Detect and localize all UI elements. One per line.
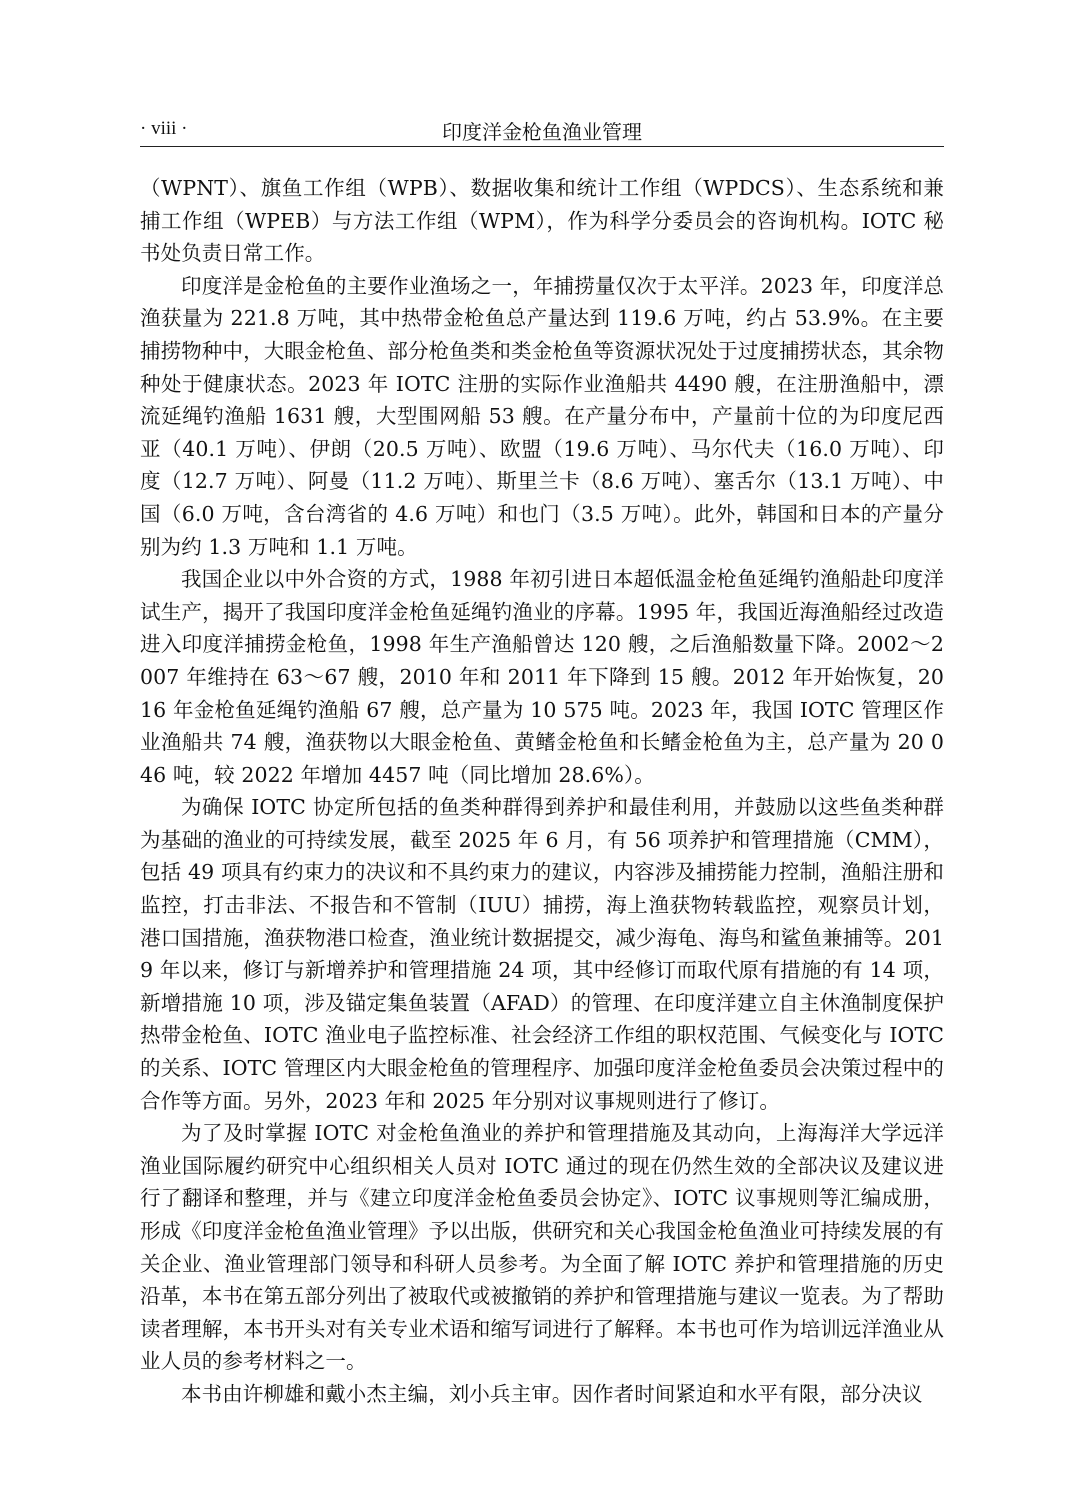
paragraph-continued-working-groups: （WPNT）、旗鱼工作组（WPB）、数据收集和统计工作组（WPDCS）、生态系统和兼捕工作组（WPEB）与方法工作组（WPM），作为科学分委员会的咨询机构。IOTC 秘书处负责日常工作。	[140, 176, 944, 266]
page-header	[140, 116, 944, 147]
paragraph-book-purpose: 为了及时掌握 IOTC 对金枪鱼渔业的养护和管理措施及其动向，上海海洋大学远洋渔业国际履约研究中心组织相关人员对 IOTC 通过的现在仍然生效的全部决议及建议进行了翻译和整理，并与《建立印度洋金枪鱼委员会协定》、IOTC 议事规则等汇编成册，形成《印度洋金枪鱼渔业管理》予以出版，供研究和关心我国金枪鱼渔业可持续发展的有关企业、渔业管理部门领导和科研人员参考。为全面了解 IOTC 养护和管理措施的历史沿革，本书在第五部分列出了被取代或被撤销的养护和管理措施与建议一览表。为了帮助读者理解，本书开头对有关专业术语和缩写词进行了解释。本书也可作为培训远洋渔业从业人员的参考材料之一。	[140, 1121, 944, 1374]
paragraph-china-fishery-history: 我国企业以中外合资的方式，1988 年初引进日本超低温金枪鱼延绳钓渔船赴印度洋试生产，揭开了我国印度洋金枪鱼延绳钓渔业的序幕。1995 年，我国近海渔船经过改造进入印度洋捕捞金枪鱼，1998 年生产渔船曾达 120 艘，之后渔船数量下降。2002～2007 年维持在 63～67 艘，2010 年和 2011 年下降到 15 艘。2012 年开始恢复，2016 年金枪鱼延绳钓渔船 67 艘，总产量为 10 575 吨。2023 年，我国 IOTC 管理区作业渔船共 74 艘，渔获物以大眼金枪鱼、黄鳍金枪鱼和长鳍金枪鱼为主，总产量为 20 046 吨，较 2022 年增加 4457 吨（同比增加 28.6%）。	[140, 567, 944, 787]
body-text	[140, 172, 944, 1411]
paragraph-conservation-measures: 为确保 IOTC 协定所包括的鱼类种群得到养护和最佳利用，并鼓励以这些鱼类种群为基础的渔业的可持续发展，截至 2025 年 6 月，有 56 项养护和管理措施（CMM），包括 49 项具有约束力的决议和不具约束力的建议，内容涉及捕捞能力控制，渔船注册和监控，打击非法、不报告和不管制（IUU）捕捞，海上渔获物转载监控，观察员计划，港口国措施，渔获物港口检查，渔业统计数据提交，减少海龟、海鸟和鲨鱼兼捕等。2019 年以来，修订与新增养护和管理措施 24 项，其中经修订而取代原有措施的有 14 项，新增措施 10 项，涉及锚定集鱼装置（AFAD）的管理、在印度洋建立自主休渔制度保护热带金枪鱼、IOTC 渔业电子监控标准、社会经济工作组的职权范围、气候变化与 IOTC 的关系、IOTC 管理区内大眼金枪鱼的管理程序、加强印度洋金枪鱼委员会决策过程中的合作等方面。另外，2023 年和 2025 年分别对议事规则进行了修订。	[140, 795, 944, 1113]
paragraph-indian-ocean-catch: 印度洋是金枪鱼的主要作业渔场之一，年捕捞量仅次于太平洋。2023 年，印度洋总渔获量为 221.8 万吨，其中热带金枪鱼总产量达到 119.6 万吨，约占 53.9%。在主要捕捞物种中，大眼金枪鱼、部分枪鱼类和类金枪鱼等资源状况处于过度捕捞状态，其余物种处于健康状态。2023 年 IOTC 注册的实际作业渔船共 4490 艘，在注册渔船中，漂流延绳钓渔船 1631 艘，大型围网船 53 艘。在产量分布中，产量前十位的为印度尼西亚（40.1 万吨）、伊朗（20.5 万吨）、欧盟（19.6 万吨）、马尔代夫（16.0 万吨）、印度（12.7 万吨）、阿曼（11.2 万吨）、斯里兰卡（8.6 万吨）、塞舌尔（13.1 万吨）、中国（6.0 万吨，含台湾省的 4.6 万吨）和也门（3.5 万吨）。此外，韩国和日本的产量分别为约 1.3 万吨和 1.1 万吨。	[140, 273, 944, 559]
paragraph-editors: 本书由许柳雄和戴小杰主编，刘小兵主审。因作者时间紧迫和水平有限，部分决议	[181, 1381, 923, 1406]
running-title: 印度洋金枪鱼渔业管理	[442, 120, 642, 144]
page-number: · viii ·	[140, 118, 188, 139]
